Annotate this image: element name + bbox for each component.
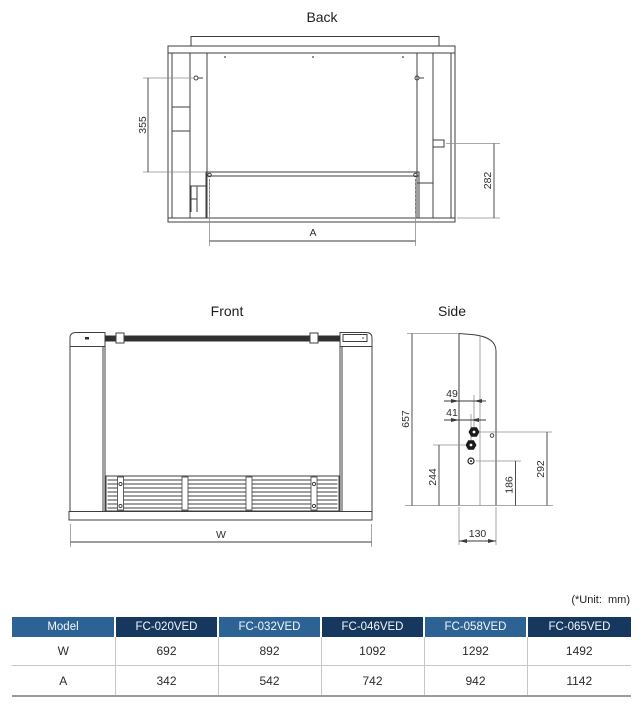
header-cell-model-4: FC-058VED bbox=[424, 617, 527, 637]
table-row-a bbox=[12, 666, 631, 697]
dimension-label: 49 bbox=[446, 388, 458, 400]
header-cell-model-2: FC-032VED bbox=[218, 617, 321, 637]
front-view bbox=[69, 303, 372, 547]
dimension-label: A bbox=[309, 227, 317, 239]
back-view-title: Back bbox=[306, 9, 338, 25]
table-row-w bbox=[12, 637, 631, 666]
dimension-label: 282 bbox=[482, 171, 494, 190]
back-outer-casing bbox=[168, 46, 455, 222]
table-cell: 892 bbox=[218, 637, 321, 666]
front-outlet-clip bbox=[310, 333, 318, 343]
pipe-center-lines bbox=[471, 395, 474, 448]
dimension-label: 657 bbox=[400, 410, 412, 428]
back-top-screw-dot bbox=[312, 56, 314, 58]
drain-outlet-dot bbox=[470, 460, 472, 462]
front-view-title: Front bbox=[210, 303, 244, 319]
back-top-lip bbox=[191, 37, 439, 47]
front-inlet-grille bbox=[106, 476, 339, 511]
back-dim-a bbox=[210, 179, 416, 246]
arrowhead bbox=[459, 539, 467, 543]
side-view-title: Side bbox=[437, 303, 467, 319]
grille-louvers bbox=[108, 480, 338, 508]
header-cell-model-5: FC-065VED bbox=[527, 617, 631, 637]
row-label: W bbox=[12, 637, 115, 666]
header-cell-model-3: FC-046VED bbox=[321, 617, 424, 637]
back-side-connector bbox=[433, 140, 444, 147]
front-outlet-clip bbox=[116, 333, 124, 343]
small-port bbox=[490, 434, 494, 438]
pipe-bore bbox=[470, 444, 473, 447]
grille-strip bbox=[182, 477, 188, 510]
front-dim-w bbox=[71, 524, 372, 547]
back-top-screw-dot bbox=[402, 56, 404, 58]
side-view bbox=[400, 303, 553, 545]
table-cell: 942 bbox=[424, 666, 527, 697]
table-cell: 1142 bbox=[527, 666, 631, 697]
back-inner-panels bbox=[168, 53, 455, 218]
dimension-label: 292 bbox=[535, 460, 547, 478]
dimension-label: 186 bbox=[503, 476, 516, 494]
grille-outline bbox=[106, 476, 339, 511]
side-dim-186 bbox=[476, 461, 521, 506]
dimension-label: 130 bbox=[468, 528, 487, 540]
table-cell: 742 bbox=[321, 666, 424, 697]
lower-panel-dashed-edges bbox=[210, 179, 416, 214]
table-cell: 542 bbox=[218, 666, 321, 697]
screw-icon bbox=[194, 76, 198, 80]
dimension-label: 355 bbox=[137, 116, 149, 134]
grille-strip bbox=[246, 477, 252, 510]
back-dim-282 bbox=[446, 144, 500, 219]
table-cell: 342 bbox=[115, 666, 218, 697]
dimension-label: 244 bbox=[427, 468, 439, 486]
back-lower-panel bbox=[206, 172, 419, 218]
extension-lines bbox=[143, 78, 206, 172]
back-left-bracket bbox=[191, 186, 206, 212]
back-hanger-screws bbox=[194, 76, 424, 80]
front-left-vent-mark bbox=[85, 337, 89, 340]
table-cell: 692 bbox=[115, 637, 218, 666]
front-indicator-dot bbox=[362, 337, 364, 339]
front-right-side-panel bbox=[340, 333, 372, 513]
front-base-plinth bbox=[69, 512, 372, 521]
table-header-row bbox=[12, 617, 631, 637]
unit-note: (*Unit: mm) bbox=[571, 594, 630, 606]
header-cell-model: Model bbox=[12, 617, 115, 637]
header-cell-model-1: FC-020VED bbox=[115, 617, 218, 637]
table-cell: 1092 bbox=[321, 637, 424, 666]
dimension-label: 41 bbox=[446, 407, 458, 419]
pipe-bore bbox=[473, 431, 476, 434]
front-air-outlet-bar bbox=[105, 336, 340, 342]
lower-panel-outline bbox=[206, 172, 419, 218]
arrowhead bbox=[488, 539, 496, 543]
table-cell: 1292 bbox=[424, 637, 527, 666]
arrowhead bbox=[474, 399, 482, 403]
back-view bbox=[137, 9, 500, 246]
row-label: A bbox=[12, 666, 115, 697]
dimension-label: W bbox=[216, 529, 226, 541]
arrowhead bbox=[471, 418, 479, 422]
front-left-side-panel bbox=[70, 333, 105, 513]
side-dim-130 bbox=[459, 528, 496, 543]
model-dimension-table bbox=[12, 617, 631, 697]
back-top-screw-dot bbox=[224, 56, 226, 58]
table-cell: 1492 bbox=[527, 637, 631, 666]
